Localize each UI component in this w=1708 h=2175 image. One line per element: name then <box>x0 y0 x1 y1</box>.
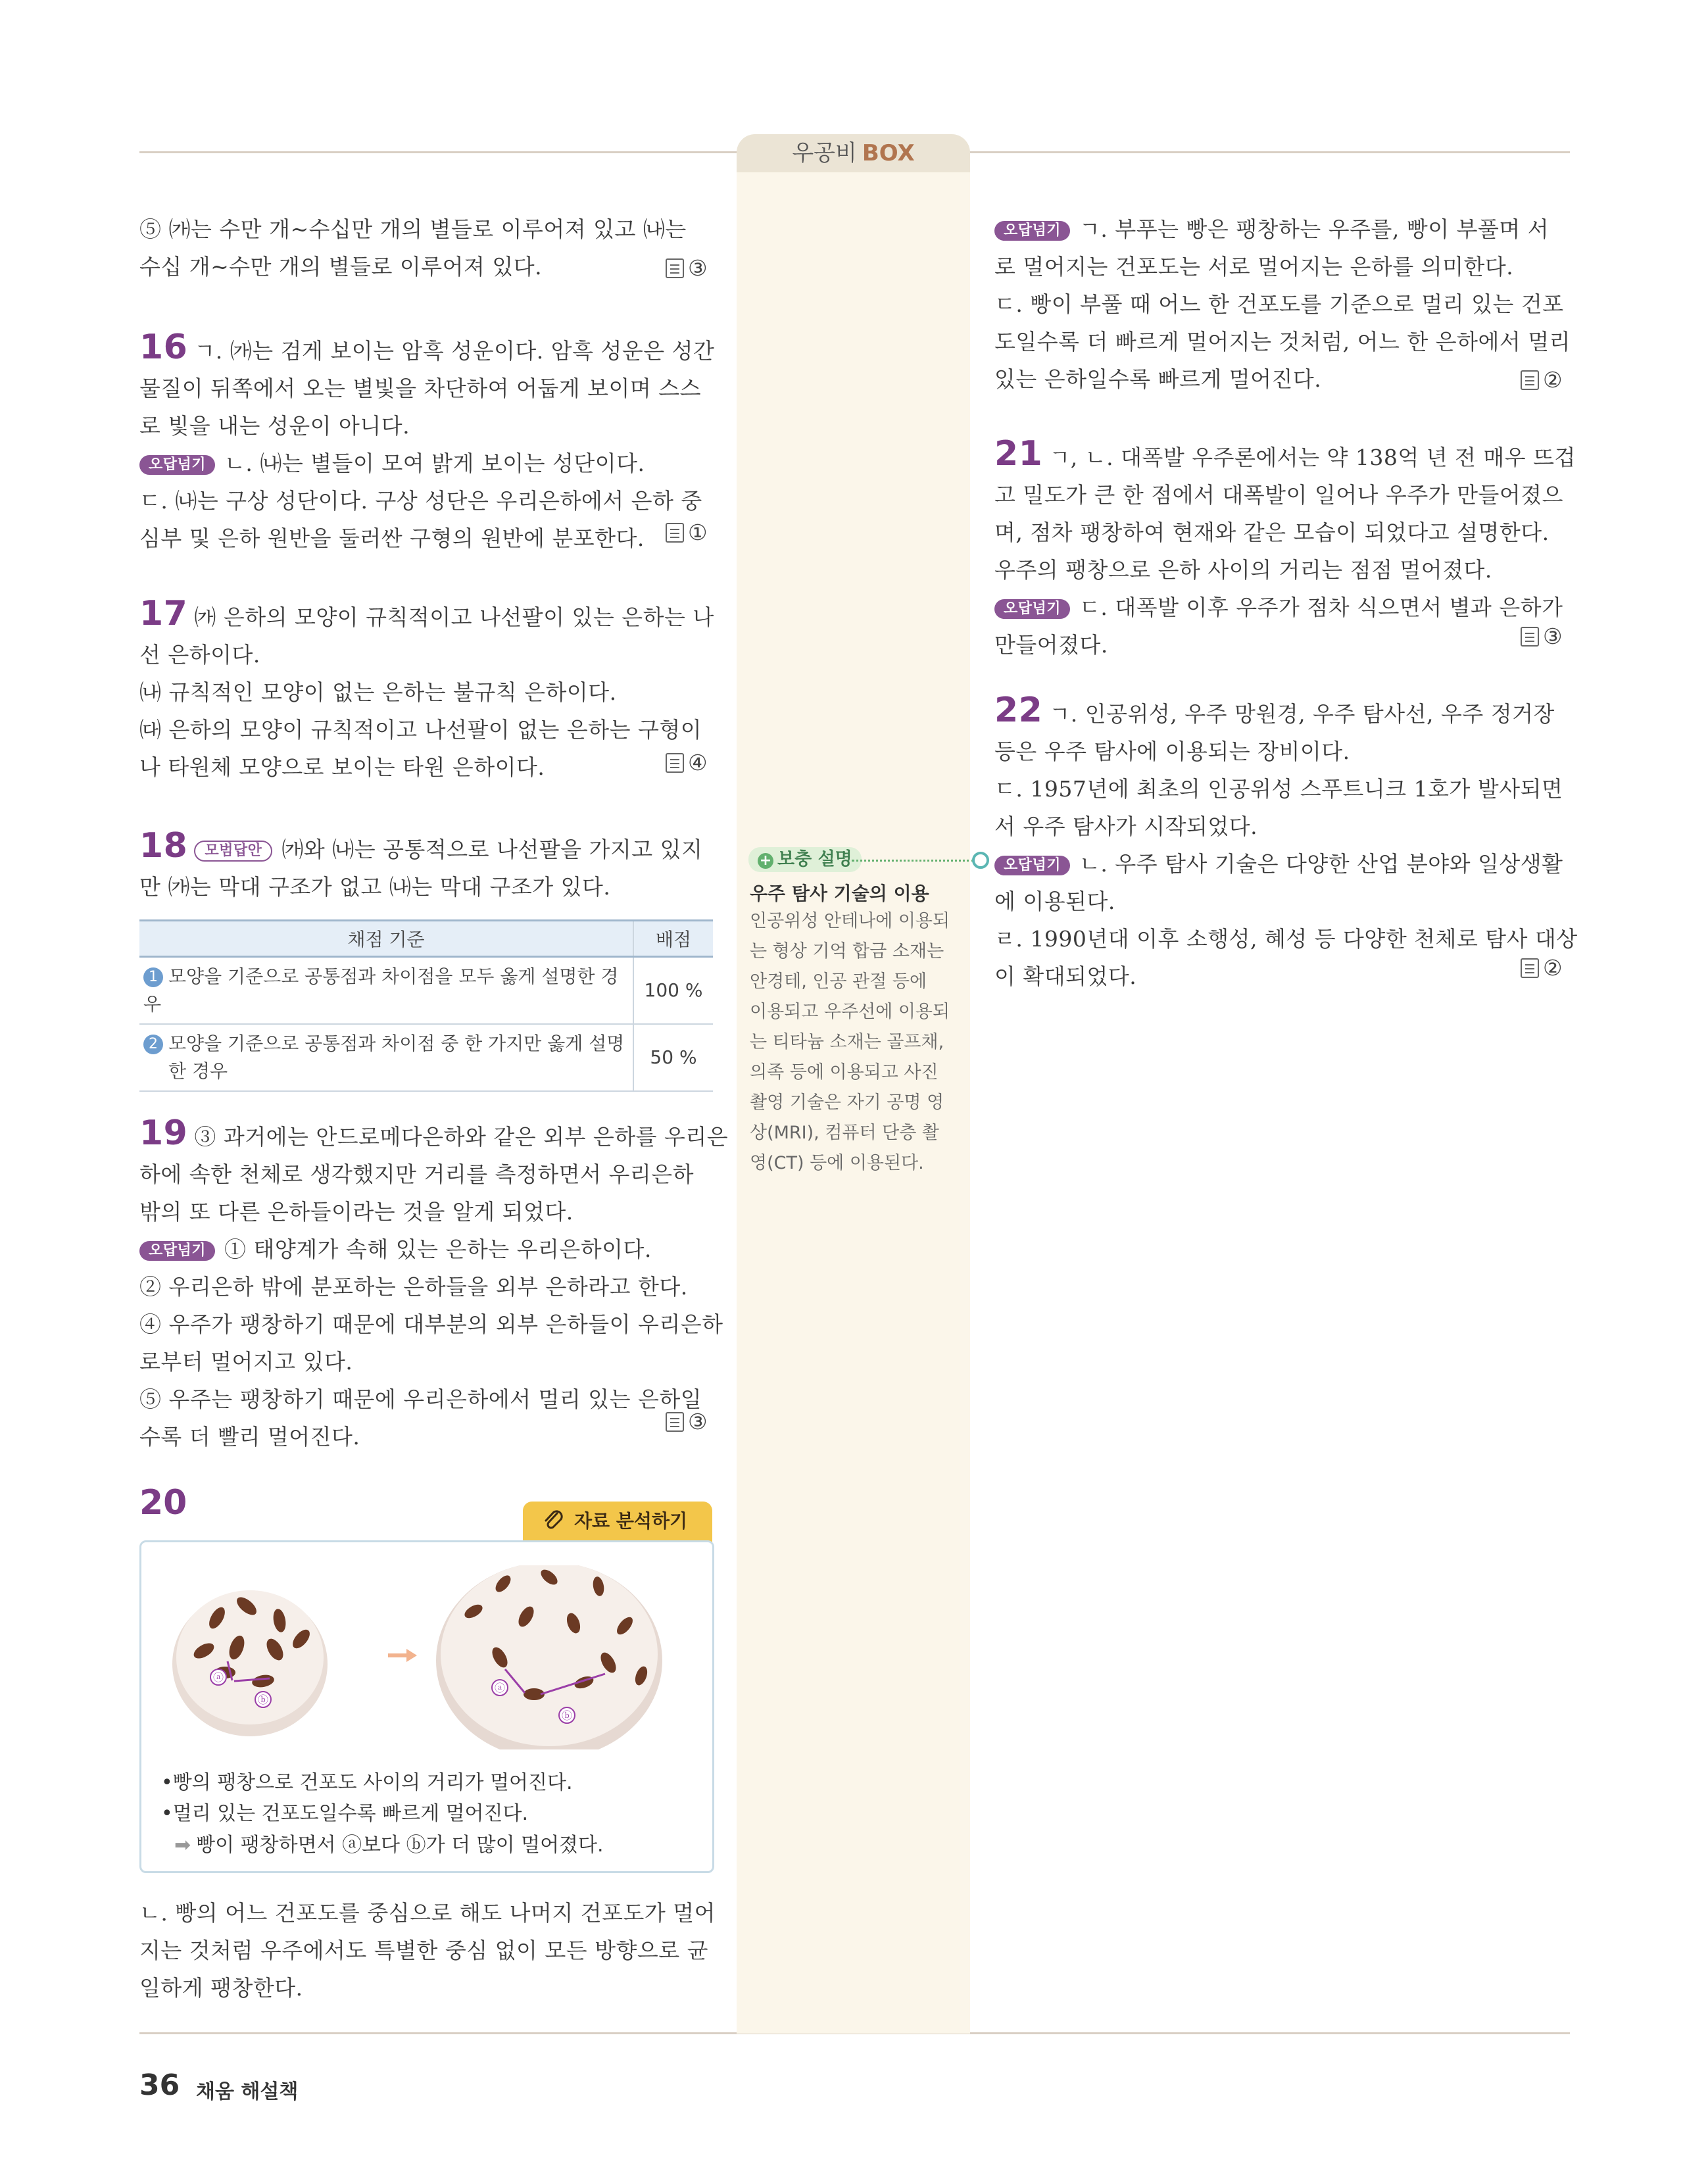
q20-cont-line: 로 멀어지는 건포도는 서로 멀어지는 은하를 의미한다. <box>994 254 1514 280</box>
q20-answer <box>1521 367 1563 393</box>
q22-text: ㄱ. 인공위성, 우주 망원경, 우주 탐사선, 우주 정거장 <box>1049 701 1555 727</box>
paperclip-icon <box>543 1509 565 1533</box>
table-row <box>139 1024 713 1091</box>
scoring-table <box>139 919 713 1092</box>
q22-line: 이 확대되었다. <box>994 964 1137 989</box>
q16-line: ㄷ. ㈏는 구상 성단이다. 구상 성단은 우리은하에서 은하 중 <box>139 488 702 514</box>
label-a: ⓐ <box>212 1671 224 1684</box>
q19-line <box>139 1115 728 1156</box>
q17-line <box>139 595 714 636</box>
q21-block <box>994 435 1576 664</box>
dotted-connector <box>852 860 974 862</box>
box-suffix: BOX <box>862 140 915 166</box>
q20-line: 일하게 팽창한다. <box>139 1975 303 2001</box>
row-number: 1 <box>143 967 163 987</box>
q19-line: ② 우리은하 밖에 분포하는 은하들을 외부 은하라고 한다. <box>139 1274 688 1300</box>
q20-line: 지는 것처럼 우주에서도 특별한 중심 없이 모든 방향으로 균 <box>139 1938 708 1963</box>
table-header-criteria: 채점 기준 <box>139 921 633 957</box>
q21-line: 우주의 팽창으로 은하 사이의 거리는 점점 멀어졌다. <box>994 557 1492 583</box>
question-number: 18 <box>139 826 188 866</box>
supplement-line: 촬영 기술은 자기 공명 영 <box>750 1092 944 1113</box>
q20-continued <box>994 210 1571 398</box>
arrow-icon: ➡ <box>174 1834 191 1857</box>
data-analysis-tab <box>523 1502 712 1542</box>
table-row <box>139 957 713 1025</box>
q18-block <box>139 827 702 906</box>
q20-cont-line: ㄷ. 빵이 부풀 때 어느 한 건포도를 기준으로 멀리 있는 건포 <box>994 291 1564 317</box>
q21-line: 만들어졌다. <box>994 632 1108 658</box>
small-bread <box>172 1590 328 1736</box>
q15-answer <box>666 255 708 281</box>
q17-line: 선 은하이다. <box>139 642 260 668</box>
q15-tail <box>139 210 687 285</box>
q22-line: 서 우주 탐사가 시작되었다. <box>994 814 1258 839</box>
q17-line: ㈐ 은하의 모양이 규칙적이고 나선팔이 없는 은하는 구형이 <box>139 717 702 743</box>
q21-answer <box>1521 623 1563 649</box>
data-analysis-label: 자료 분석하기 <box>574 1510 688 1532</box>
q16-wrong <box>139 445 714 482</box>
q22-line: 등은 우주 탐사에 이용되는 장비이다. <box>994 739 1350 764</box>
label-b: ⓑ <box>257 1694 269 1706</box>
row-criteria: 모양을 기준으로 공통점과 차이점을 모두 옳게 설명한 경우 <box>143 965 619 1015</box>
q20-cont-text: ㄱ. 부푸는 빵은 팽창하는 우주를, 빵이 부풀며 서 <box>1079 216 1549 242</box>
q18-line: 만 ㈎는 막대 구조가 없고 ㈏는 막대 구조가 있다. <box>139 874 611 900</box>
supplement-line: 는 형상 기억 합금 소재는 <box>750 941 944 962</box>
model-answer-badge: 모범답안 <box>194 841 272 862</box>
row-number: 2 <box>143 1035 163 1054</box>
q19-text: ③ 과거에는 안드로메다은하와 같은 외부 은하를 우리은 <box>194 1124 729 1150</box>
q21-line: 며, 점차 팽창하여 현재와 같은 모습이 되었다고 설명한다. <box>994 520 1549 545</box>
supplement-body <box>750 906 950 1179</box>
box-tab <box>737 134 970 172</box>
book-title: 채움 해설책 <box>196 2080 299 2103</box>
q19-line: ⑤ 우주는 팽창하기 때문에 우리은하에서 멀리 있는 은하일 <box>139 1386 702 1412</box>
row-score: 100 % <box>633 957 713 1025</box>
wrong-answer-badge: 오답넘기 <box>994 221 1070 241</box>
connector-ring-icon <box>972 852 989 869</box>
figure-conclusion <box>174 1828 604 1857</box>
large-bread <box>436 1565 662 1749</box>
q19-answer <box>666 1409 708 1434</box>
q19-line: 밖의 또 다른 은하들이라는 것을 알게 되었다. <box>139 1199 573 1225</box>
q21-text: ㄱ, ㄴ. 대폭발 우주론에서는 약 138억 년 전 매우 뜨겁 <box>1049 445 1576 470</box>
q16-line: 물질이 뒤쪽에서 오는 별빛을 차단하여 어둡게 보이며 스스 <box>139 376 701 401</box>
supplement-line: 상(MRI), 컴퓨터 단층 촬 <box>750 1123 939 1143</box>
q19-wrong-text: ① 태양계가 속해 있는 은하는 우리은하이다. <box>224 1236 652 1262</box>
box-prefix: 우공비 <box>792 140 857 166</box>
q20-cont-line: 도일수록 더 빠르게 멀어지는 것처럼, 어느 한 은하에서 멀리 <box>994 329 1571 354</box>
supplement-line: 영(CT) 등에 이용된다. <box>750 1153 924 1173</box>
q17-answer <box>666 750 708 775</box>
q15-line: 수십 개~수만 개의 별들로 이루어져 있다. <box>139 254 543 280</box>
supplement-line: 의족 등에 이용되고 사진 <box>750 1062 939 1083</box>
wrong-answer-badge: 오답넘기 <box>994 599 1070 619</box>
answer-value: ② <box>1543 367 1563 393</box>
q19-wrong <box>139 1231 728 1268</box>
q16-wrong-text: ㄴ. ㈏는 별들이 모여 밝게 보이는 성단이다. <box>224 451 645 476</box>
table-header-score: 배점 <box>633 921 713 957</box>
q22-block <box>994 692 1578 995</box>
q19-line: 하에 속한 천체로 생각했지만 거리를 측정하면서 우리은하 <box>139 1161 695 1187</box>
answer-icon <box>1521 627 1539 647</box>
q22-line: 에 이용된다. <box>994 889 1115 914</box>
answer-value: ③ <box>688 255 708 281</box>
question-number: 20 <box>139 1483 187 1523</box>
q16-line: 심부 및 은하 원반을 둘러싼 구형의 원반에 분포한다. <box>139 525 645 551</box>
question-number: 21 <box>994 434 1043 474</box>
q22-line: ㄷ. 1957년에 최초의 인공위성 스푸트니크 1호가 발사되면 <box>994 776 1563 802</box>
right-arrow-icon <box>388 1649 417 1662</box>
q22-line: ㄹ. 1990년대 이후 소행성, 혜성 등 다양한 천체로 탐사 대상 <box>994 926 1578 952</box>
page-number: 36 <box>139 2068 180 2102</box>
answer-icon <box>1521 958 1539 978</box>
q19-line: 수록 더 빨리 멀어진다. <box>139 1424 360 1450</box>
wrong-answer-badge: 오답넘기 <box>139 455 215 475</box>
supplement-title: 우주 탐사 기술의 이용 <box>750 883 929 904</box>
question-number: 22 <box>994 691 1043 730</box>
wrong-answer-badge: 오답넘기 <box>994 856 1070 875</box>
row-score: 50 % <box>633 1024 713 1091</box>
q22-wrong-text: ㄴ. 우주 탐사 기술은 다양한 산업 분야와 일상생활 <box>1079 851 1563 877</box>
q21-line: 고 밀도가 큰 한 점에서 대폭발이 일어나 우주가 만들어졌으 <box>994 482 1563 508</box>
answer-value: ④ <box>688 750 708 775</box>
answer-icon <box>666 753 684 773</box>
question-number: 17 <box>139 594 188 633</box>
row-criteria-cont: 한 경우 <box>168 1060 228 1082</box>
answer-value: ① <box>688 520 708 545</box>
q19-line: 로부터 멀어지고 있다. <box>139 1349 353 1375</box>
q15-line: ⑤ ㈎는 수만 개~수십만 개의 별들로 이루어져 있고 ㈏는 <box>139 216 687 242</box>
supplement-line: 는 티타늄 소재는 골프채, <box>750 1032 944 1052</box>
q19-line: ④ 우주가 팽창하기 때문에 대부분의 외부 은하들이 우리은하 <box>139 1311 723 1337</box>
label-a: ⓐ <box>494 1682 506 1694</box>
q16-text: ㄱ. ㈎는 검게 보이는 암흑 성운이다. 암흑 성운은 성간 <box>194 338 715 364</box>
q19-block <box>139 1115 728 1455</box>
q20-after <box>139 1894 716 2007</box>
figure-bullet: •멀리 있는 건포도일수록 빠르게 멀어진다. <box>161 1802 529 1825</box>
answer-icon <box>666 523 684 543</box>
q20-cont-line <box>994 210 1571 248</box>
answer-icon <box>1521 370 1539 390</box>
supplement-line: 안경테, 인공 관절 등에 <box>750 971 927 992</box>
answer-value: ② <box>1543 955 1563 981</box>
q17-block <box>139 595 714 786</box>
row-criteria: 모양을 기준으로 공통점과 차이점 중 한 가지만 옳게 설명 <box>168 1033 625 1054</box>
q20-cont-line: 있는 은하일수록 빠르게 멀어진다. <box>994 366 1322 392</box>
q21-wrong <box>994 589 1576 626</box>
bread-expansion-figure <box>171 1565 671 1749</box>
supplement-tag <box>748 847 862 872</box>
q18-text: ㈎와 ㈏는 공통적으로 나선팔을 가지고 있지 <box>281 837 703 862</box>
answer-icon <box>666 1412 684 1432</box>
answer-value: ③ <box>688 1409 708 1434</box>
q21-wrong-text: ㄷ. 대폭발 이후 우주가 점차 식으면서 별과 은하가 <box>1079 595 1563 620</box>
q18-line <box>139 827 702 868</box>
plus-icon: + <box>758 853 773 869</box>
wrong-answer-badge: 오답넘기 <box>139 1241 215 1261</box>
q20-line: ㄴ. 빵의 어느 건포도를 중심으로 해도 나머지 건포도가 멀어 <box>139 1900 716 1926</box>
q21-line <box>994 435 1576 476</box>
q17-text: ㈎ 은하의 모양이 규칙적이고 나선팔이 있는 은하는 나 <box>194 604 714 630</box>
q16-line <box>139 329 714 370</box>
q16-answer <box>666 520 708 545</box>
q22-line <box>994 692 1578 733</box>
q17-line: 나 타원체 모양으로 보이는 타원 은하이다. <box>139 754 545 780</box>
conclusion-text: 빵이 팽창하면서 ⓐ보다 ⓑ가 더 많이 멀어졌다. <box>196 1834 604 1857</box>
supplement-line: 인공위성 안테나에 이용되 <box>750 911 950 931</box>
q22-answer <box>1521 955 1563 981</box>
question-number: 16 <box>139 328 188 367</box>
supplement-label: 보충 설명 <box>777 849 852 869</box>
q16-line: 로 빛을 내는 성운이 아니다. <box>139 413 410 439</box>
answer-value: ③ <box>1543 623 1563 649</box>
figure-bullet: •빵의 팽창으로 건포도 사이의 거리가 멀어진다. <box>161 1771 573 1794</box>
q16-block <box>139 329 714 557</box>
answer-icon <box>666 258 684 278</box>
supplement-line: 이용되고 우주선에 이용되 <box>750 1002 950 1022</box>
question-number: 19 <box>139 1113 188 1153</box>
q17-line: ㈏ 규칙적인 모양이 없는 은하는 불규칙 은하이다. <box>139 679 617 705</box>
label-b: ⓑ <box>561 1709 573 1722</box>
q22-wrong <box>994 845 1578 883</box>
